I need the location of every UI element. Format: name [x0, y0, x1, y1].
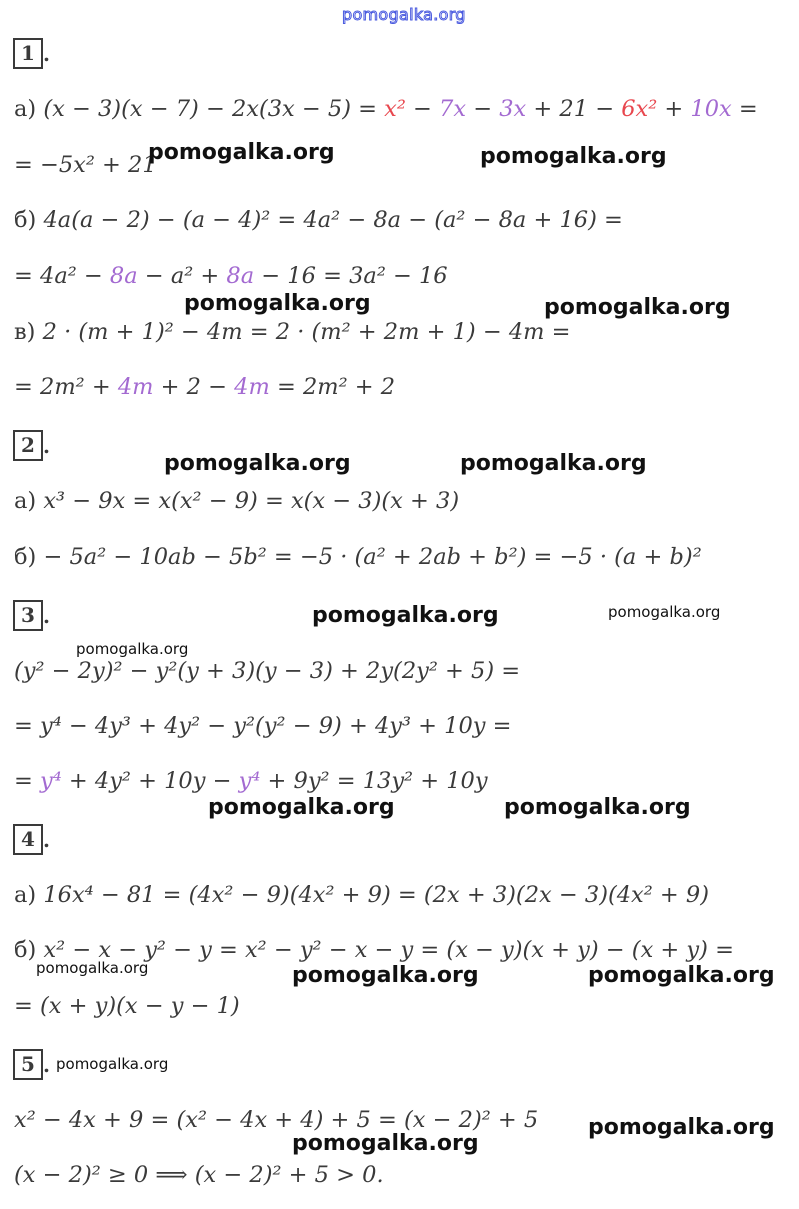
task-5-number: 5 [13, 1049, 43, 1080]
watermark: pomogalka.org [480, 144, 667, 169]
task-1v-term-4m: 4m [117, 374, 154, 400]
watermark: pomogalka.org [544, 295, 731, 320]
task-3-number: 3 [13, 600, 43, 631]
task-1b-term-8a: 8a [109, 263, 138, 289]
task-2a-label: а) [14, 488, 37, 514]
task-3-part: + 4y² + 10y − [61, 768, 239, 794]
task-1a-op: = [731, 96, 758, 122]
task-3-line-3 [14, 766, 488, 796]
task-1v-term-4m: 4m [234, 374, 270, 400]
watermark: pomogalka.org [148, 140, 335, 165]
task-3-line-1 [14, 656, 520, 686]
task-1a-op: + [657, 96, 691, 122]
watermark: pomogalka.org [608, 603, 721, 621]
task-1a-term-3x: 3x [499, 96, 527, 122]
watermark: pomogalka.org [292, 1131, 479, 1156]
task-1a-result-text: = −5x² + 21 [14, 152, 157, 178]
task-1v-part: = 2m² + [14, 374, 118, 400]
watermark: pomogalka.org [76, 640, 189, 658]
task-1a-term-10x: 10x [690, 96, 732, 122]
watermark: pomogalka.org [208, 795, 395, 820]
task-3-part: + 9y² = 13y² + 10y [260, 768, 488, 794]
task-1b-part: − a² + [137, 263, 227, 289]
task-4a-text: 16x⁴ − 81 = (4x² − 9)(4x² + 9) = (2x + 3)(2x − 3)(4x² + 9) [43, 882, 710, 908]
task-1a-op: − [405, 96, 440, 122]
task-2-number: 2 [13, 430, 43, 461]
task-5-text-2: (x − 2)² ≥ 0 ⟹ (x − 2)² + 5 > 0. [14, 1162, 384, 1188]
task-1a-term-6x2: 6x² [621, 96, 658, 122]
task-2a-line [14, 486, 459, 516]
task-4a-line [14, 880, 709, 910]
task-1a-term-7x: 7x [439, 96, 467, 122]
watermark: pomogalka.org [588, 1115, 775, 1140]
watermark: pomogalka.org [588, 963, 775, 988]
task-3-line-2 [14, 711, 512, 741]
task-3-text-1: (y² − 2y)² − y²(y + 3)(y − 3) + 2y(2y² + 5) = [14, 658, 521, 684]
task-1b-result [14, 261, 448, 291]
task-4b-text: x² − x − y² − y = x² − y² − x − y = (x − y)(x + y) − (x + y) = [43, 937, 734, 963]
task-1b-term-8a: 8a [226, 263, 255, 289]
watermark: pomogalka.org [292, 963, 479, 988]
task-4-number-dot: . [43, 828, 50, 852]
task-1b-part: = 4a² − [14, 263, 110, 289]
task-1a-line [14, 94, 758, 124]
task-2b-label: б) [14, 544, 37, 570]
task-3-number-dot: . [43, 604, 50, 628]
task-2a-text: x³ − 9x = x(x² − 9) = x(x − 3)(x + 3) [43, 488, 460, 514]
task-1v-text: 2 · (m + 1)² − 4m = 2 · (m² + 2m + 1) − 4m = [42, 319, 571, 345]
task-4a-label: а) [14, 882, 37, 908]
task-1a-result [14, 150, 157, 180]
task-1-number-dot: . [43, 42, 50, 66]
task-3-text-2: = y⁴ − 4y³ + 4y² − y²(y² − 9) + 4y³ + 10y = [14, 713, 512, 739]
task-5-text-1: x² − 4x + 9 = (x² − 4x + 4) + 5 = (x − 2)² + 5 [14, 1107, 539, 1133]
task-4b-label: б) [14, 937, 37, 963]
watermark: pomogalka.org [504, 795, 691, 820]
task-1v-part: = 2m² + 2 [269, 374, 396, 400]
task-1b-line [14, 205, 623, 235]
watermark: pomogalka.org [56, 1055, 169, 1073]
task-1b-text: 4a(a − 2) − (a − 4)² = 4a² − 8a − (a² − 8a + 16) = [43, 207, 623, 233]
task-1v-part: + 2 − [153, 374, 235, 400]
watermark: pomogalka.org [460, 451, 647, 476]
task-3-term-y4: y⁴ [40, 768, 62, 794]
task-3-part: = [14, 768, 41, 794]
task-2b-line [14, 542, 702, 572]
task-5-line-2 [14, 1160, 384, 1190]
task-1v-result [14, 372, 395, 402]
task-1a-lhs: (x − 3)(x − 7) − 2x(3x − 5) = [43, 96, 385, 122]
task-1a-term-x2: x² [384, 96, 406, 122]
task-4-number: 4 [13, 824, 43, 855]
task-1a-op: − [466, 96, 500, 122]
task-1a-label: а) [14, 96, 37, 122]
task-2b-text: − 5a² − 10ab − 5b² = −5 · (a² + 2ab + b²) = −5 · (a + b)² [43, 544, 702, 570]
watermark: pomogalka.org [36, 959, 149, 977]
task-4b-result-text: = (x + y)(x − y − 1) [14, 993, 240, 1019]
watermark: pomogalka.org [184, 291, 371, 316]
watermark-top: pomogalka.org [342, 5, 466, 24]
task-3-term-y4: y⁴ [238, 768, 261, 794]
task-1-number: 1 [13, 38, 43, 69]
task-2-number-dot: . [43, 434, 50, 458]
task-4b-result [14, 991, 240, 1021]
task-1a-op: + 21 − [526, 96, 622, 122]
task-1b-label: б) [14, 207, 37, 233]
task-5-number-dot: . [43, 1053, 50, 1077]
task-1b-part: − 16 = 3a² − 16 [254, 263, 448, 289]
task-1v-label: в) [14, 319, 36, 345]
task-1v-line [14, 317, 571, 347]
watermark: pomogalka.org [164, 451, 351, 476]
watermark: pomogalka.org [312, 603, 499, 628]
